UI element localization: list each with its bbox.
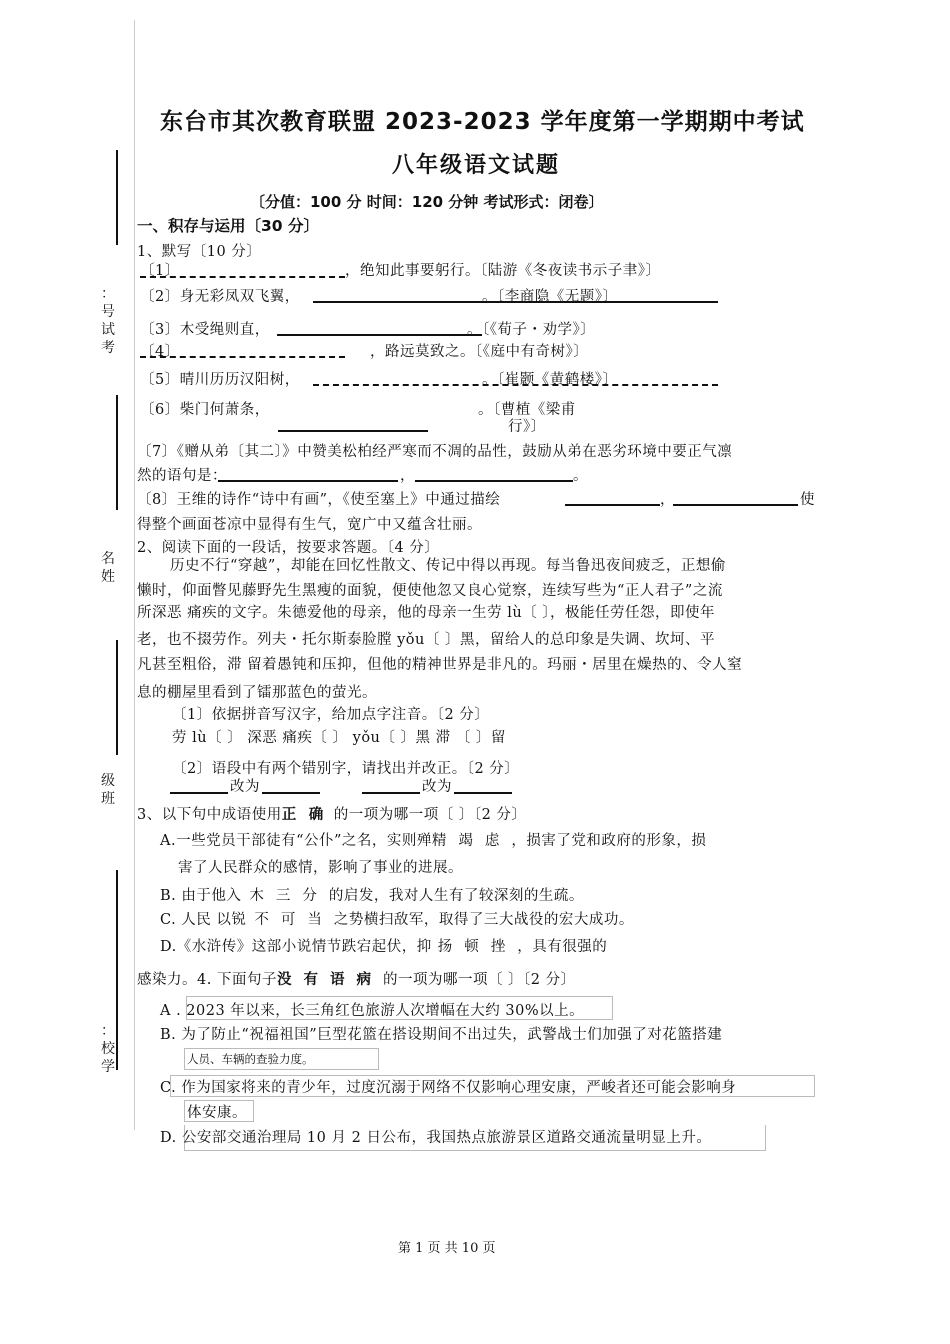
q2-passage-5: 凡甚至粗俗，滞 留着愚钝和压抑，但他的精神世界是非凡的。玛丽・居里在燥热的、令人窒 [137, 657, 743, 673]
margin-line-4 [116, 870, 118, 1070]
q4-option-b[interactable]: B. 为了防止“祝福祖国”巨型花篮在搭设期间不出过失，武警战士们加强了对花篮搭建 [160, 1027, 723, 1043]
answer-blank-1[interactable] [140, 276, 345, 278]
q4-title-tail: 的一项为哪一项〔 〕〔2 分〕 [382, 972, 576, 988]
q3-option-d-text: D.《水浒传》这部小说情节跌宕起伏，抑 [160, 939, 432, 955]
q1-line4-text: ，路远莫致之。〔《庭中有奇树》〕 [370, 344, 589, 360]
q3-option-c-text: C. 人民 以锐 [160, 912, 247, 928]
q2-sub1-title: 〔1〕依据拼音写汉字，给加点字注音。〔2 分〕 [172, 707, 490, 723]
q1-line2-source: 。〔李商隐《无题》〕 [482, 289, 618, 305]
q2-title: 2、阅读下面的一段话，按要求答题。〔4 分〕 [137, 540, 440, 556]
q1-title: 1、默写〔10 分〕 [137, 244, 262, 260]
answer-blank-7a[interactable] [218, 480, 398, 482]
q3-option-c-idiom: 不可当 [254, 912, 334, 928]
exam-info: 〔分值：100 分 时间：120 分钟 考试形式：闭卷〕 [250, 193, 604, 211]
margin-label-name: 名姓 [101, 551, 115, 585]
margin-label-class: 级班 [101, 773, 115, 807]
page-title: 东台市其次教育联盟 2023-2023 学年度第一学期期中考试 [160, 109, 805, 135]
q4-title-emph: 没有语病 [276, 972, 383, 988]
margin-line-2 [116, 395, 118, 510]
q1-line6-source: 。〔曹植《梁甫 [478, 402, 576, 418]
q1-line8-text: 〔8〕王维的诗作“诗中有画”，《使至塞上》中通过描绘 [137, 492, 501, 508]
section-heading: 一、积存与运用〔30 分〕 [137, 217, 319, 235]
answer-blank-7b[interactable] [415, 480, 573, 482]
q4-title-lead: 感染力。4. 下面句子 [137, 972, 277, 988]
q1-line2-text: 〔2〕身无彩凤双飞翼， [140, 289, 300, 305]
q3-title [137, 803, 526, 824]
answer-blank-4[interactable] [140, 356, 345, 358]
answer-blank-typo1-right[interactable] [262, 792, 320, 794]
q3-option-a-text: A.一些党员干部徒有“公仆”之名，实则殚 [160, 833, 432, 849]
margin-label-exam-number: ：号试考 [101, 286, 115, 356]
q3-title-emph2: 确 [308, 807, 324, 823]
q3-option-b-text: B. 由于他入 [160, 888, 242, 904]
q4-option-b-cont: 人员、车辆的查验力度。 [187, 1052, 314, 1066]
q4-option-a[interactable]: A . 2023 年以来，长三角红色旅游人次增幅在大约 30%以上。 [160, 1003, 585, 1019]
answer-blank-6[interactable] [278, 430, 428, 432]
q3-option-d[interactable] [160, 935, 607, 956]
q3-option-b[interactable] [160, 884, 584, 905]
q3-option-b-text2: 的启发，我对人生有了较深刻的生疏。 [328, 888, 584, 904]
q1-line8-tail: 使 [800, 492, 815, 508]
q3-option-b-idiom: 木三分 [249, 888, 329, 904]
q3-option-a[interactable] [160, 829, 706, 850]
q3-title-tail: 的一项为哪一项〔 〕〔2 分〕 [333, 807, 527, 823]
margin-line-1 [116, 150, 118, 245]
margin-label-school: ：校学 [101, 1023, 115, 1075]
q3-option-a-text2: ，损害了党和政府的形象，损 [511, 833, 707, 849]
answer-blank-8a[interactable] [565, 504, 660, 506]
q1-line5-text: 〔5〕晴川历历汉阳树， [140, 372, 300, 388]
q4-option-d[interactable]: D. 公安部交通治理局 10 月 2 日公布，我国热点旅游景区道路交通流量明显上升。 [160, 1130, 712, 1146]
answer-blank-typo1-wrong[interactable] [170, 792, 228, 794]
margin-line-3 [116, 640, 118, 755]
q3-option-c-text2: 之势横扫敌军，取得了三大战役的宏大成功。 [333, 912, 634, 928]
margin-binding-line [134, 20, 135, 1130]
q1-line7-end: 。 [573, 468, 588, 484]
answer-blank-3[interactable] [277, 334, 482, 336]
q1-line1-label: 〔1〕 [140, 263, 180, 279]
q4-option-c[interactable]: C. 作为国家将来的青少年，过度沉溺于网络不仅影响心理安康，严峻者还可能会影响身 [160, 1080, 737, 1096]
page-footer: 第 1 页 共 10 页 [398, 1241, 496, 1256]
q3-option-a-cont: 害了人民群众的感情，影响了事业的进展。 [178, 860, 463, 876]
q3-option-c[interactable] [160, 908, 634, 929]
q2-sub2-change2: 改为 [422, 779, 452, 795]
q1-line5-source: 。〔崔颢《黄鹤楼》〕 [482, 372, 618, 388]
q1-line7-text: 〔7〕《赠从弟〔其二〕》中赞美松柏经严寒而不凋的品性，鼓励从弟在恶劣环境中要正气凛 [137, 444, 733, 460]
q1-line8-cont: 得整个画面苍凉中显得有生气，宽广中又蕴含壮丽。 [137, 517, 482, 533]
q1-line8-comma: ， [660, 492, 675, 508]
q2-passage-1: 历史不行“穿越”，却能在回忆性散文、传记中得以再现。每当鲁迅夜间疲乏，正想偷 [170, 558, 726, 574]
q2-sub2-title: 〔2〕语段中有两个错别字，请找出并改正。〔2 分〕 [172, 761, 520, 777]
q2-passage-3: 所深恶 痛疾的文字。朱德爱他的母亲，他的母亲一生劳 lù〔 〕，极能任劳任怨，即使年 [137, 605, 716, 621]
q3-option-d-idiom: 扬顿挫 [437, 939, 518, 955]
q3-option-a-idiom: 精竭虑 [431, 833, 512, 849]
answer-blank-typo2-wrong[interactable] [362, 792, 420, 794]
page-subtitle: 八年级语文试题 [392, 153, 561, 178]
q3-title-emph1: 正 [281, 807, 297, 823]
q1-line1-text: ，绝知此事要躬行。〔陆游《冬夜读书示子聿》〕 [345, 263, 661, 279]
answer-blank-typo2-right[interactable] [454, 792, 512, 794]
q2-sub2-change1: 改为 [230, 779, 260, 795]
q1-line3-text: 〔3〕木受绳则直， [140, 322, 270, 338]
q1-line7-lead: 然的语句是： [137, 468, 227, 484]
q1-line4-label: 〔4〕 [140, 344, 180, 360]
q2-passage-6: 息的棚屋里看到了镭那蓝色的萤光。 [137, 685, 377, 701]
q3-title-lead: 3、以下句中成语使用 [137, 807, 282, 823]
answer-blank-8b[interactable] [673, 504, 798, 506]
q2-passage-2: 懒时，仰面瞥见藤野先生黑瘦的面貌，便使他忽又良心觉察，连续写些为“正人君子”之流 [137, 583, 723, 599]
q4-option-c-cont: 体安康。 [187, 1105, 247, 1121]
q4-title [137, 968, 576, 989]
q1-line6-source-cont: 行》〕 [508, 419, 546, 435]
q4-option-a-box [186, 996, 613, 1020]
q2-sub1-answers: 劳 lù〔 〕 深恶 痛疾〔 〕 yǒu〔 〕黑 滞 〔 〕留 [172, 730, 506, 746]
q1-line6-text: 〔6〕柴门何萧条， [140, 402, 270, 418]
q1-line7-comma: ， [400, 468, 415, 484]
q3-option-d-text2: ，具有很强的 [517, 939, 608, 955]
q1-line3-source: 。〔《荀子・劝学》〕 [467, 322, 596, 338]
q2-passage-4: 老，也不掇劳作。列夫・托尔斯泰脸膛 yǒu〔 〕黑，留给人的总印象是失调、坎坷、平 [137, 632, 715, 648]
